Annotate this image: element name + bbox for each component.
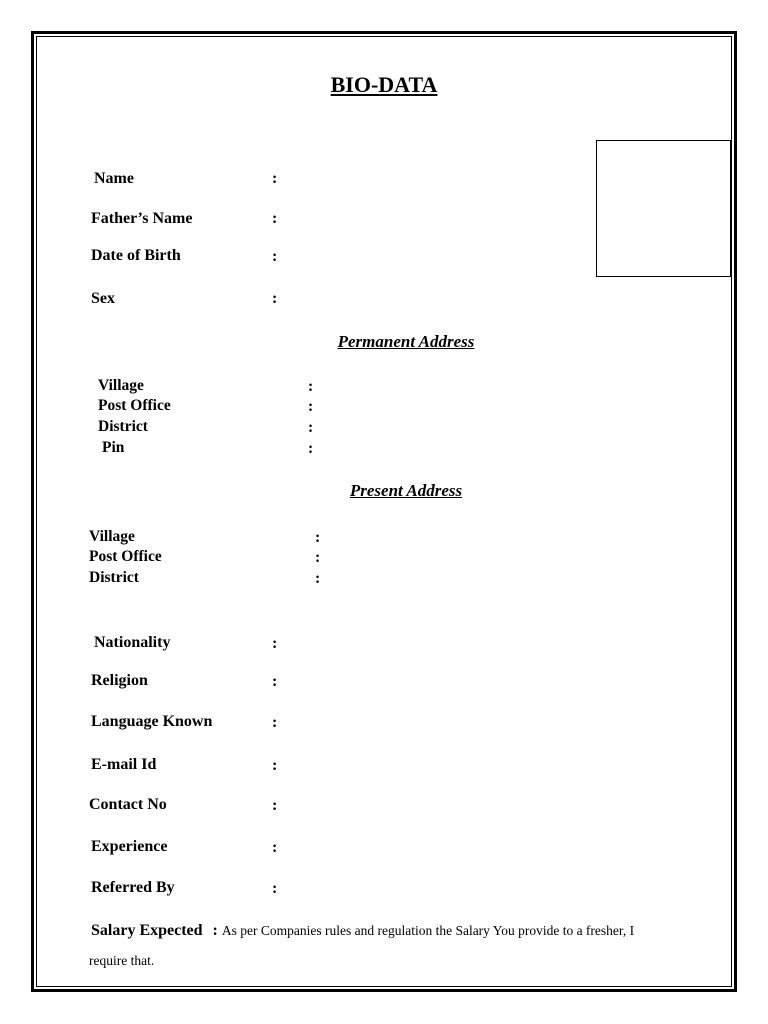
pres-post-office-label: Post Office [89,548,162,565]
email-colon: : [272,757,278,774]
document-title: BIO-DATA [330,72,438,97]
email-label: E-mail Id [91,756,157,773]
photo-box [596,140,731,277]
perm-pin-label: Pin [102,439,125,456]
pres-village-label: Village [89,528,135,545]
father-name-colon: : [272,210,278,227]
salary-expected-text-cont: require that. [89,953,155,968]
sex-label: Sex [91,290,115,307]
salary-expected-text: As per Companies rules and regulation the Salary You provide to a fresher, I [221,923,635,938]
pres-village-colon: : [315,529,321,546]
contact-no-colon: : [272,797,278,814]
salary-expected-label: Salary Expected [91,922,203,939]
perm-post-office-colon: : [308,398,314,415]
referred-by-label: Referred By [91,879,175,896]
name-label: Name [94,170,134,187]
perm-pin-colon: : [308,440,314,457]
salary-expected-row [91,922,634,940]
religion-colon: : [272,673,278,690]
pres-district-colon: : [315,570,321,587]
nationality-label: Nationality [94,634,171,651]
permanent-address-heading: Permanent Address [337,332,475,351]
perm-post-office-label: Post Office [98,397,171,414]
experience-colon: : [272,839,278,856]
dob-label: Date of Birth [91,247,181,264]
perm-district-label: District [98,418,148,435]
experience-label: Experience [91,838,168,855]
religion-label: Religion [91,672,148,689]
pres-district-label: District [89,569,139,586]
language-known-colon: : [272,714,278,731]
perm-village-colon: : [308,378,314,395]
referred-by-colon: : [272,880,278,897]
sex-colon: : [272,290,278,307]
language-known-label: Language Known [91,713,213,730]
contact-no-label: Contact No [89,796,167,813]
perm-district-colon: : [308,419,314,436]
salary-expected-colon: : [212,922,218,939]
pres-post-office-colon: : [315,549,321,566]
dob-colon: : [272,248,278,265]
father-name-label: Father’s Name [91,210,193,227]
present-address-heading: Present Address [349,481,463,500]
name-colon: : [272,170,278,187]
perm-village-label: Village [98,377,144,394]
nationality-colon: : [272,635,278,652]
